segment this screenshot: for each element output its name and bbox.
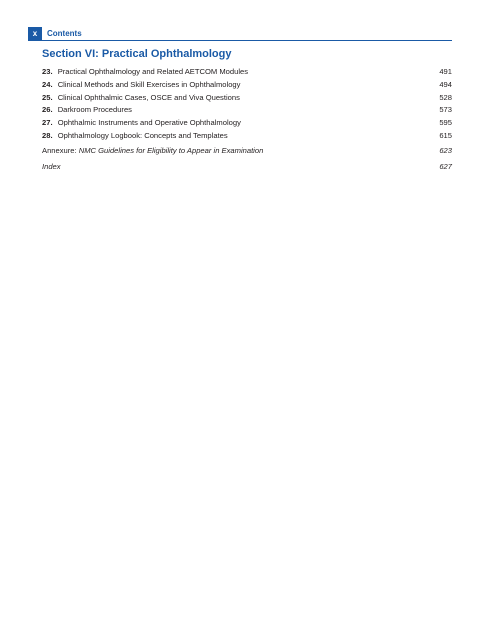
chapter-page: 573 [439, 105, 452, 115]
index-title: Index [42, 162, 61, 171]
page-number-badge: x [28, 27, 42, 41]
toc-entry-index[interactable] [42, 161, 452, 174]
chapter-title: Practical Ophthalmology and Related AETCOM Modules [57, 67, 249, 76]
running-header [0, 27, 480, 41]
annexure-prefix: Annexure: [42, 146, 79, 155]
section-title: Section VI: Practical Ophthalmology [42, 48, 232, 60]
toc-entry-annexure[interactable] [42, 145, 452, 158]
chapter-page: 615 [439, 130, 452, 140]
toc-entry-27[interactable] [42, 117, 452, 130]
chapter-number: 23. [42, 67, 53, 76]
chapter-page: 528 [439, 92, 452, 102]
chapter-title: Ophthalmology Logbook: Concepts and Templates [57, 130, 228, 140]
chapter-number: 26. [42, 105, 53, 115]
annexure-page: 623 [439, 146, 452, 155]
chapter-title: Clinical Methods and Skill Exercises in Ophthalmology [57, 79, 241, 89]
running-header-label: Contents [47, 29, 82, 38]
toc-list [42, 66, 452, 143]
toc-entry-24[interactable] [42, 79, 452, 92]
chapter-number: 28. [42, 130, 53, 140]
chapter-number: 25. [42, 92, 53, 102]
chapter-title: Clinical Ophthalmic Cases, OSCE and Viva Questions [57, 92, 240, 102]
toc-entry-28[interactable] [42, 130, 452, 143]
chapter-page: 491 [439, 67, 452, 76]
toc-entry-25[interactable] [42, 92, 452, 105]
index-page: 627 [439, 162, 452, 171]
chapter-page: 595 [439, 118, 452, 128]
chapter-title: Darkroom Procedures [57, 105, 132, 115]
annexure-title: NMC Guidelines for Eligibility to Appear in Examination [78, 146, 264, 155]
toc-entry-23[interactable] [42, 66, 452, 79]
chapter-number: 27. [42, 118, 53, 128]
chapter-page: 494 [439, 79, 452, 89]
header-divider [28, 40, 452, 41]
chapter-title: Ophthalmic Instruments and Operative Ophthalmology [57, 118, 241, 128]
toc-entry-26[interactable] [42, 104, 452, 117]
chapter-number: 24. [42, 79, 53, 89]
